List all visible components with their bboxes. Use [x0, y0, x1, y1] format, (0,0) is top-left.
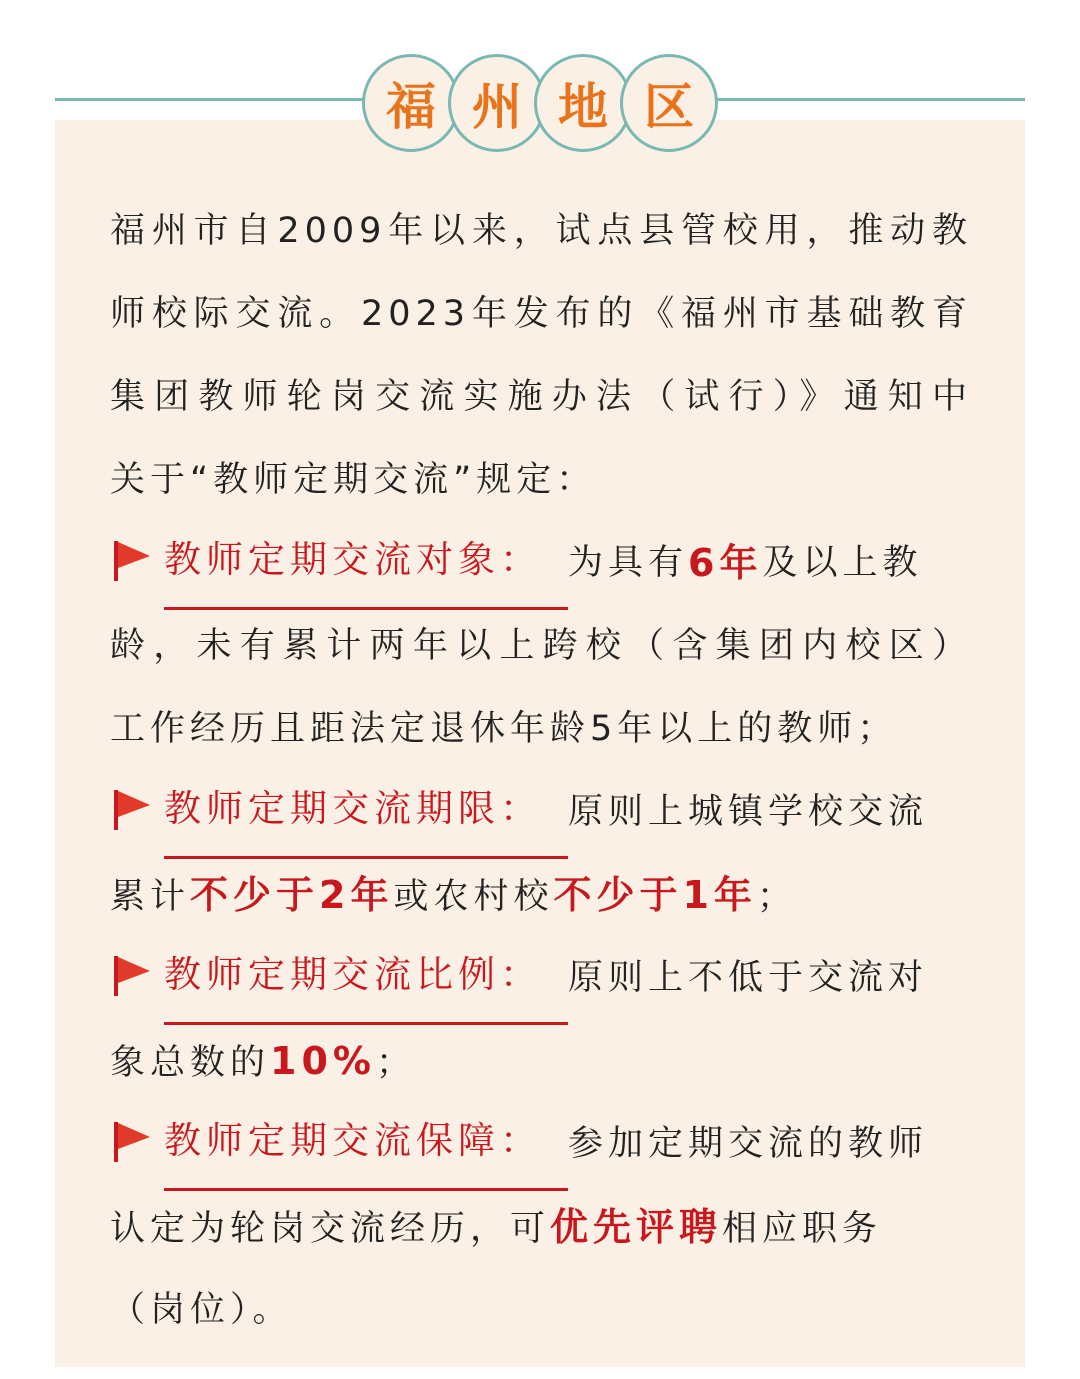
item-text-line: 工作经历且距法定退休年龄5年以上的教师； [110, 709, 898, 749]
item-text: 累计 [110, 877, 191, 917]
intro-line: 集团教师轮岗交流实施办法（试行）》通知中 [110, 377, 972, 417]
title-char: 地 [534, 54, 632, 152]
item-text: 参加定期交流的教师 [568, 1124, 929, 1164]
item-text-line [110, 1020, 972, 1103]
item-text: ； [756, 877, 797, 917]
item-label: 教师定期交流对象： [164, 518, 568, 610]
item-period-line1 [110, 771, 972, 854]
item-ratio-line1 [110, 937, 972, 1020]
item-label: 教师定期交流期限： [164, 767, 568, 859]
article-body [110, 190, 972, 1352]
intro-line: 师校际交流。2023年发布的《福州市基础教育 [110, 294, 972, 334]
red-flag-icon [110, 952, 156, 998]
item-text: 原则上城镇学校交流 [568, 792, 929, 832]
red-flag-icon [110, 537, 156, 583]
item-text: ； [375, 1043, 416, 1083]
title-char: 州 [448, 54, 546, 152]
section-title [0, 54, 1080, 150]
intro-line: 福州市自2009年以来，试点县管校用，推动教 [110, 211, 972, 251]
item-text: 及以上教 [762, 543, 923, 583]
highlight-text: 不少于2年 [190, 873, 394, 917]
highlight-text: 10% [270, 1039, 376, 1083]
highlight-text: 6年 [688, 541, 763, 585]
highlight-text: 优先评聘 [550, 1205, 723, 1249]
item-support-line1 [110, 1103, 972, 1186]
item-text: 象总数的 [110, 1043, 271, 1083]
item-text: 相应职务 [722, 1209, 883, 1249]
intro-line: 关于“教师定期交流”规定： [110, 460, 597, 500]
item-text: 原则上不低于交流对 [568, 958, 929, 998]
item-text: 为具有 [568, 543, 689, 583]
item-text-line: 龄，未有累计两年以上跨校（含集团内校区） [110, 626, 972, 666]
item-text-line [110, 1186, 972, 1269]
item-text: 认定为轮岗交流经历，可 [110, 1209, 551, 1249]
item-object-line1 [110, 522, 972, 605]
item-label: 教师定期交流保障： [164, 1099, 568, 1191]
title-char: 区 [620, 54, 718, 152]
highlight-text: 不少于1年 [553, 873, 757, 917]
title-char: 福 [362, 54, 460, 152]
item-text: 或农村校 [393, 877, 554, 917]
item-label: 教师定期交流比例： [164, 933, 568, 1025]
red-flag-icon [110, 1118, 156, 1164]
red-flag-icon [110, 786, 156, 832]
item-text-line [110, 854, 972, 937]
item-text-line: （岗位）。 [110, 1290, 293, 1330]
